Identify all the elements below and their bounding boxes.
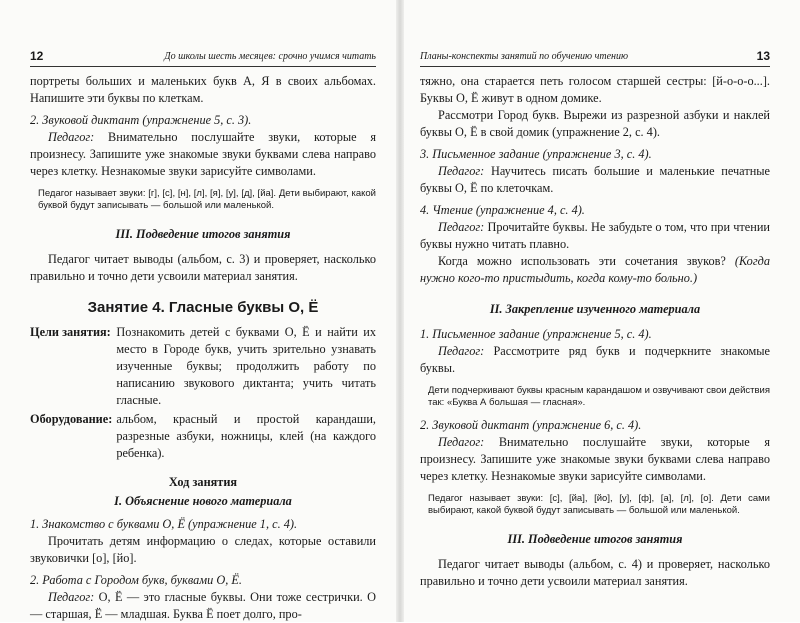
paragraph-text: Внимательно послушайте звуки, которые я произнесу. Запишите уже знакомые звуки буквами слева направо через клетку. Незнакомые звуки зарисуйте символами. (30, 130, 376, 178)
role-label: Педагог: (438, 435, 485, 449)
paragraph-text: Внимательно послушайте звуки, которые я произнесу. Запишите уже знакомые звуки буквами слева направо через клетку. Незнакомые звуки зарисуйте символами. (420, 435, 770, 483)
role-label: Педагог: (48, 130, 95, 144)
paragraph (30, 129, 376, 180)
step-title: 2. Работа с Городом букв, буквами О, Ё. (30, 573, 242, 587)
paragraph (30, 589, 376, 623)
running-head: Планы-конспекты занятий по обучению чтению (420, 51, 629, 62)
step-title: 2. Звуковой диктант (упражнение 5, с. 3). (30, 113, 252, 127)
page-header (420, 40, 770, 67)
course-heading: Ход занятия (168, 475, 238, 489)
role-label: Педагог: (438, 344, 485, 358)
paragraph-text: Прочитайте буквы. Не забудьте о том, что при чтении буквы нужно читать плавно. (420, 220, 771, 251)
paragraph: Педагог читает выводы (альбом, с. 4) и проверяет, насколько правильно и точно дети усвоили материал занятия. (420, 557, 770, 588)
paragraph (420, 163, 770, 197)
paragraph-text: О, Ё — это гласные буквы. Они тоже сестрички. О — старшая, Ё — младшая. Буква Ё поет долго, про- (30, 590, 376, 621)
running-head: До школы шесть месяцев: срочно учимся читать (164, 51, 376, 62)
role-label: Педагог: (438, 220, 485, 234)
role-label: Педагог: (48, 590, 95, 604)
right-page (402, 0, 800, 622)
teacher-note: Педагог называет звуки: [г], [с], [н], [л], [я], [у], [д], [йа]. Дети выбирают, какой буквой будут записывать — большой или маленькой. (38, 188, 376, 211)
page-header (30, 40, 376, 67)
paragraph (420, 219, 770, 253)
teacher-note: Педагог называет звуки: [с], [йа], [йо], [у], [ф], [а], [л], [о]. Дети сами выбирают, какой буквой будут записывать — большой или маленькой. (428, 493, 770, 516)
goals-label: Цели занятия: (30, 325, 111, 339)
page-number: 12 (30, 49, 44, 63)
section-heading: I. Объяснение нового материала (114, 494, 292, 508)
page-content (420, 73, 770, 590)
answer-text: (Когда нужно кого-то пристыдить, когда кому-то больно.) (420, 254, 770, 285)
paragraph: портреты больших и маленьких букв А, Я в своих альбомах. Напишите эти буквы по клеткам. (30, 74, 376, 105)
lesson-title: Занятие 4. Гласные буквы О, Ё (87, 299, 319, 316)
role-label: Педагог: (438, 164, 485, 178)
paragraph-text: Рассмотрите ряд букв и подчеркните знакомые буквы. (420, 344, 770, 375)
question-text: Когда можно использовать эти сочетания звуков? (438, 254, 726, 268)
paragraph (420, 343, 770, 377)
step-title: 4. Чтение (упражнение 4, с. 4). (420, 203, 585, 217)
paragraph-text: Научитесь писать большие и маленькие печатные буквы О, Ё по клеточкам. (420, 164, 770, 195)
paragraph (420, 434, 770, 485)
page-number: 13 (756, 49, 770, 63)
step-title: 3. Письменное задание (упражнение 3, с. 4). (420, 147, 652, 161)
step-title: 1. Знакомство с буквами О, Ё (упражнение 1, с. 4). (30, 517, 298, 531)
goals-text: Познакомить детей с буквами О, Ё и найти их место в Городе букв, учить зрительно узнавать изученные буквы; продолжить работу по написанию звукового диктанта; учить читать гласные. (116, 325, 376, 407)
left-page (0, 0, 398, 622)
paragraph: тяжно, она старается петь голосом старшей сестры: [й-о-о-о...]. Буквы О, Ё живут в одном домике. (420, 74, 770, 105)
paragraph: Педагог читает выводы (альбом, с. 3) и проверяет, насколько правильно и точно дети усвоили материал занятия. (30, 252, 376, 283)
page-content (30, 73, 376, 623)
step-title: 2. Звуковой диктант (упражнение 6, с. 4). (420, 418, 642, 432)
section-heading: III. Подведение итогов занятия (507, 532, 683, 546)
equipment-label: Оборудование: (30, 412, 113, 426)
teacher-note: Дети подчеркивают буквы красным карандашом и озвучивают свои действия так: «Буква А большая — гласная». (428, 385, 770, 408)
equipment-text: альбом, красный и простой карандаши, разрезные азбуки, ножницы, клей (на каждого ребенка). (116, 412, 376, 460)
step-title: 1. Письменное задание (упражнение 5, с. 4). (420, 327, 652, 341)
lesson-details (30, 324, 376, 464)
paragraph: Прочитать детям информацию о следах, которые оставили звуковички [о], [йо]. (30, 534, 376, 565)
paragraph: Рассмотри Город букв. Вырежи из разрезной азбуки и наклей буквы О, Ё в свой домик (упражнение 2, с. 4). (420, 108, 770, 139)
section-heading: III. Подведение итогов занятия (115, 227, 291, 241)
section-heading: II. Закрепление изученного материала (489, 302, 701, 316)
paragraph (420, 253, 770, 287)
